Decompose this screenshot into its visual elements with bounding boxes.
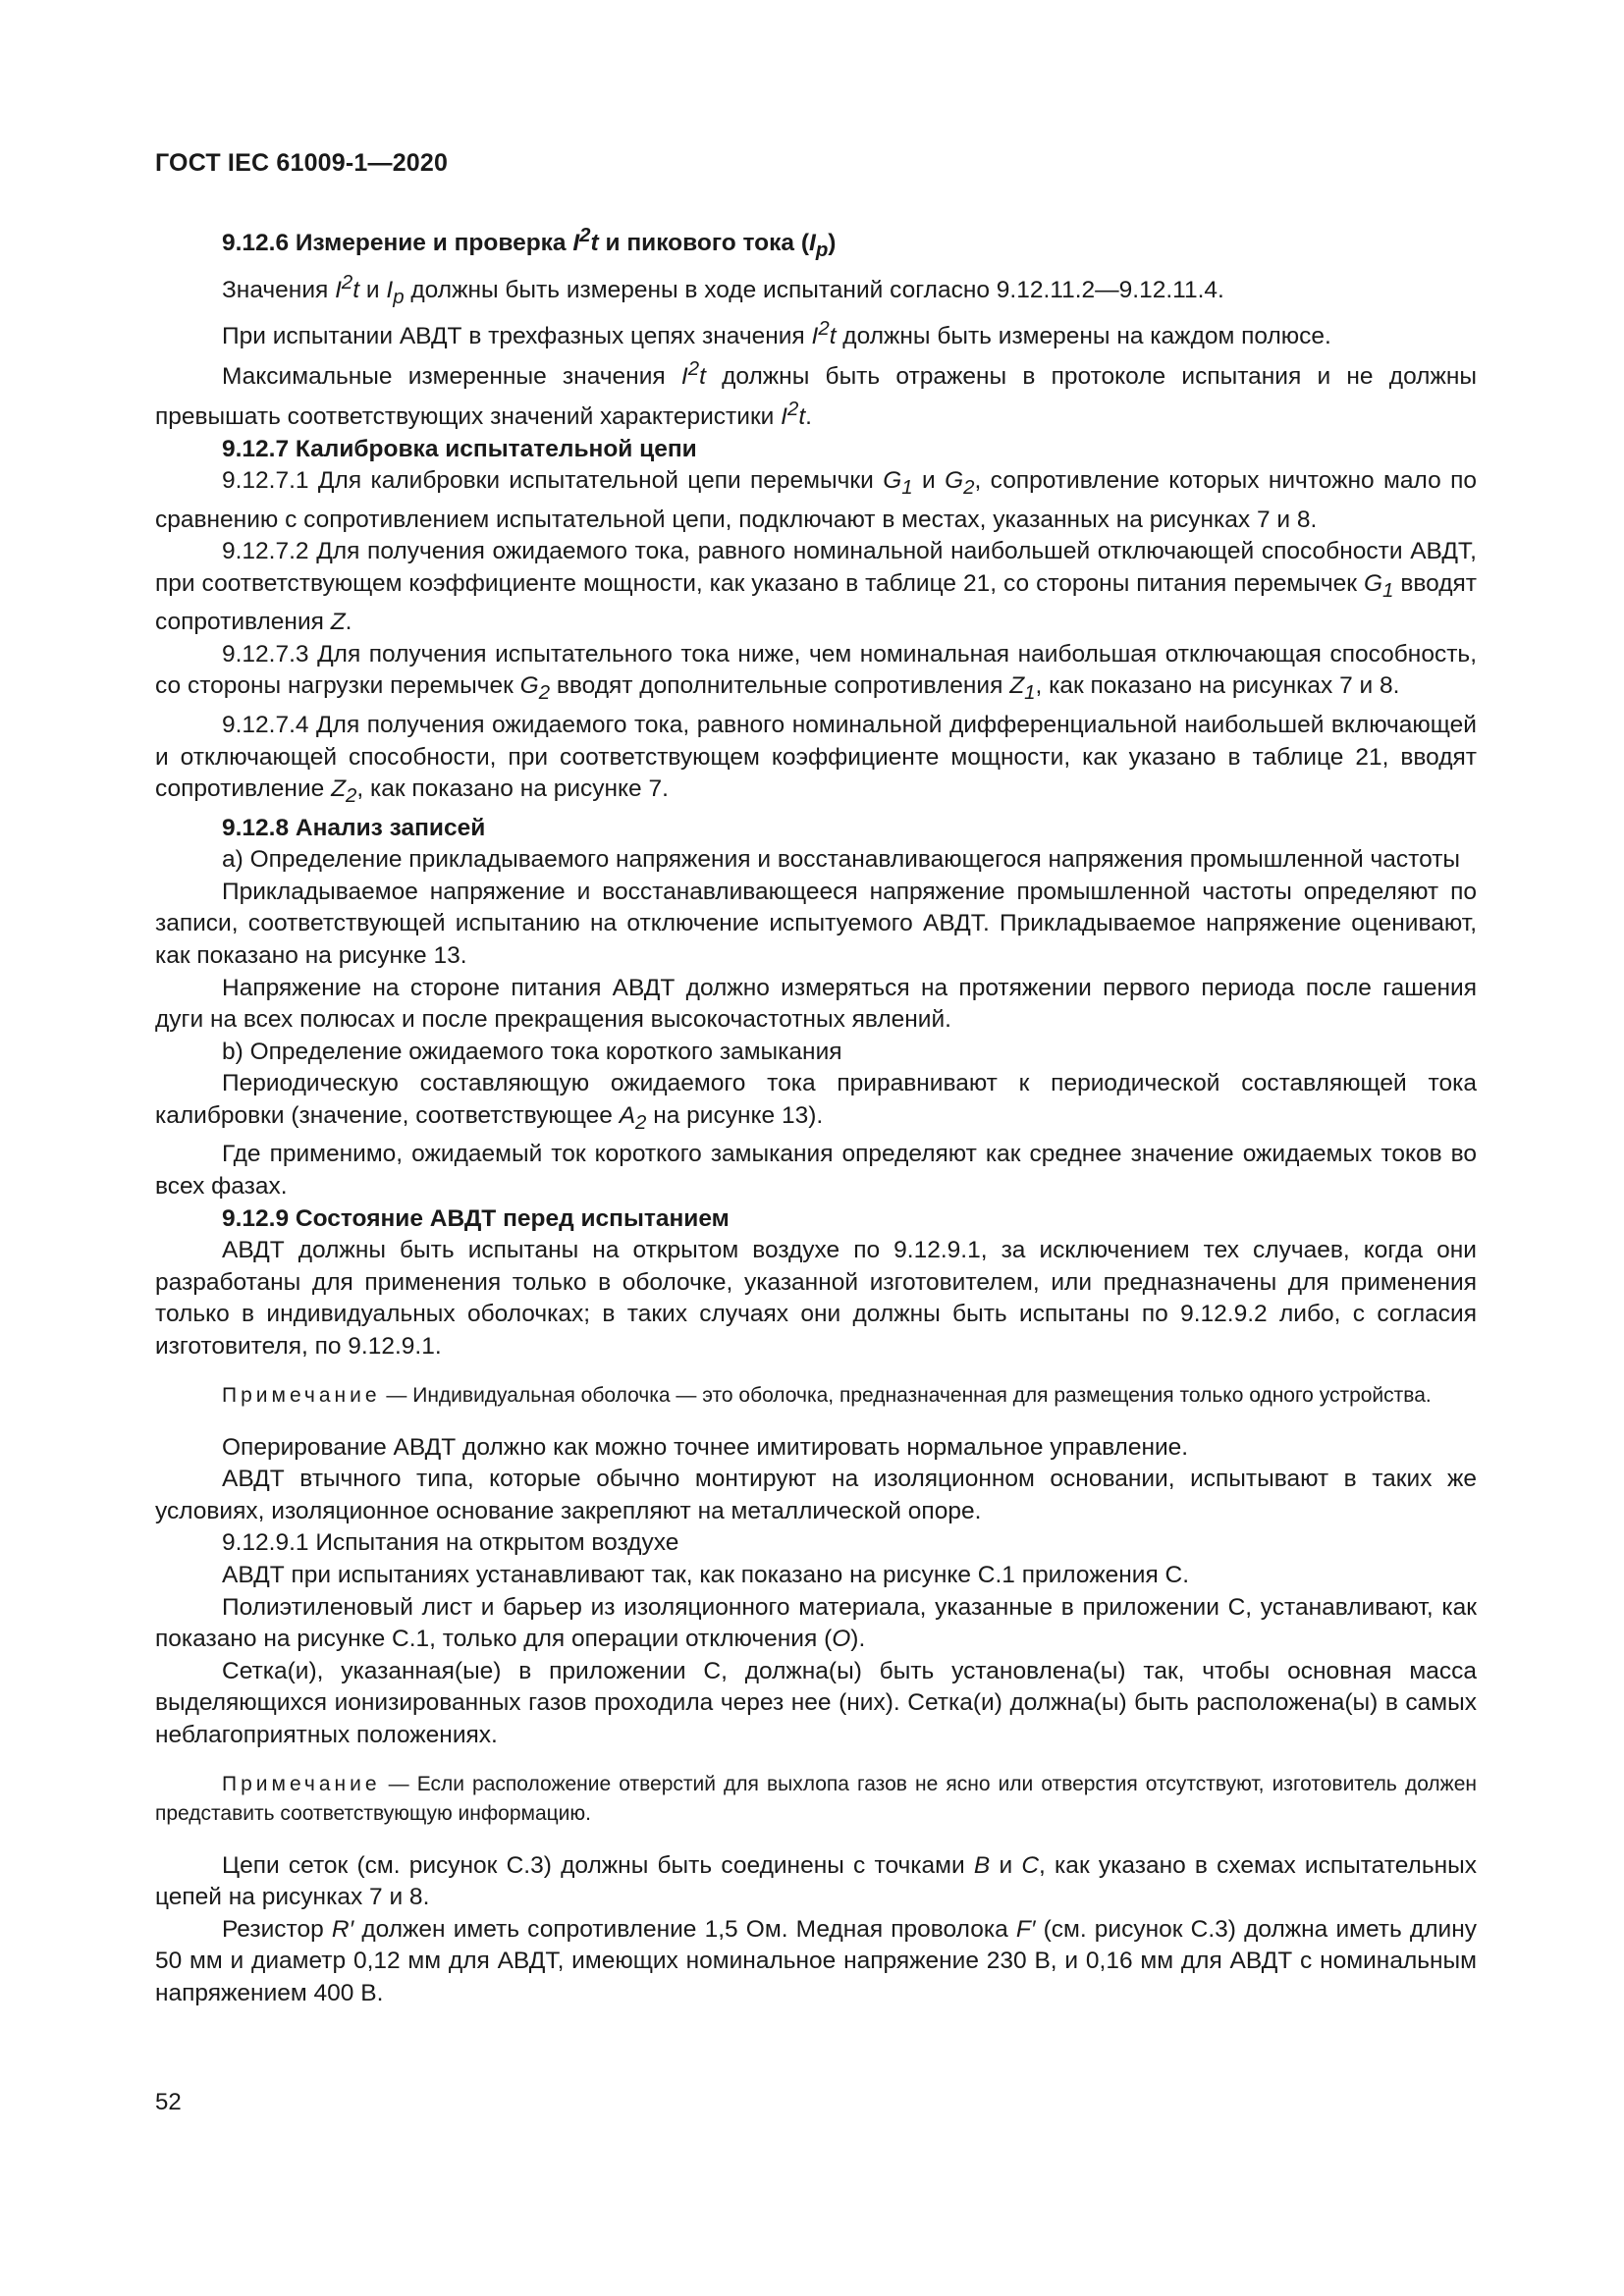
heading-text: и пикового тока ( xyxy=(598,230,809,257)
subsection-title-9-12-9-1: 9.12.9.1 Испытания на открытом воздухе xyxy=(222,1529,679,1557)
paragraph: 9.12.7.3 Для получения испытательного тока ниже, чем номинальная наибольшая отключающая способность, со стороны нагрузки перемычек $G_2$ вводят дополнительные сопротивления $Z_1$, как показано на рисунках 7 и 8. xyxy=(155,640,1477,705)
paragraph: Периодическую составляющую ожидаемого тока приравнивают к периодической составляющей тока калибровки (значение, соответствующее $A_2$ на рисунке 13). xyxy=(155,1070,1477,1134)
paragraph: Значения $I^2t$ и $I_p$ должны быть измерены в ходе испытаний согласно 9.12.11.2—9.12.11.4. xyxy=(222,271,1224,308)
section-heading-9-12-7: 9.12.7 Калибровка испытательной цепи xyxy=(222,435,697,462)
document-header: ГОСТ IEC 61009-1—2020 xyxy=(155,149,449,177)
note: Примечание — Индивидуальная оболочка — это оболочка, предназначенная для размещения только одного устройства. xyxy=(222,1383,1432,1407)
note-label: Примечание xyxy=(222,1383,381,1407)
paragraph: Прикладываемое напряжение и восстанавливающееся напряжение промышленной частоты определяют по записи, соответствующей испытанию на отключение испытуемого АВДТ. Прикладываемое напряжение оценивают, как показано на рисунке 13. xyxy=(155,878,1477,969)
page-number: 52 xyxy=(155,2089,182,2115)
paragraph: АВДТ должны быть испытаны на открытом воздухе по 9.12.9.1, за исключением тех случаев, когда они разработаны для применения только в оболочке, указанной изготовителем, или предназначены для применения только в индивидуальных оболочках; в таких случаях они должны быть испытаны по 9.12.9.2 либо, с согласия изготовителя, по 9.12.9.1. xyxy=(155,1237,1477,1361)
ip-symbol: $I_p$ xyxy=(809,230,829,262)
section-heading-9-12-9: 9.12.9 Состояние АВДТ перед испытанием xyxy=(222,1204,730,1232)
paragraph: Оперирование АВДТ должно как можно точнее имитировать нормальное управление. xyxy=(222,1433,1189,1461)
list-item-a: a) Определение прикладываемого напряжения и восстанавливающегося напряжения промышленной частоты xyxy=(222,846,1461,874)
page-content xyxy=(155,220,1477,2010)
paragraph: 9.12.7.1 Для калибровки испытательной цепи перемычки $G_1$ и $G_2$, сопротивление которых ничтожно мало по сравнению с сопротивлением испытательной цепи, подключают в местах, указанных на рисунках 7 и 8. xyxy=(155,467,1477,533)
paragraph: Сетка(и), указанная(ые) в приложении С, должна(ы) быть установлена(ы) так, чтобы основная масса выделяющихся ионизированных газов проходила через нее (них). Сетка(и) должна(ы) быть расположена(ы) в самых неблагоприятных положениях. xyxy=(155,1657,1477,1748)
note-label: Примечание xyxy=(222,1772,381,1795)
section-heading-9-12-6 xyxy=(155,220,1477,267)
list-item-b: b) Определение ожидаемого тока короткого замыкания xyxy=(222,1038,842,1065)
paragraph: АВДТ втычного типа, которые обычно монтируют на изоляционном основании, испытывают в таких же условиях, изоляционное основание закрепляют на металлической опоре. xyxy=(155,1466,1477,1524)
paragraph: Резистор R′ должен иметь сопротивление 1,5 Ом. Медная проволока F′ (см. рисунок С.3) должна иметь длину 50 мм и диаметр 0,12 мм для АВДТ, имеющих номинальное напряжение 230 В, и 0,16 мм для АВДТ с номинальным напряжением 400 В. xyxy=(155,1915,1477,2006)
paragraph: АВДТ при испытаниях устанавливают так, как показано на рисунке С.1 приложения С. xyxy=(222,1561,1190,1588)
paragraph: Где применимо, ожидаемый ток короткого замыкания определяют как среднее значение ожидаемых токов во всех фазах. xyxy=(155,1141,1477,1201)
heading-text: 9.12.6 Измерение и проверка xyxy=(222,230,573,257)
heading-text: ) xyxy=(828,230,837,257)
section-heading-9-12-8: 9.12.8 Анализ записей xyxy=(222,814,486,841)
paragraph: 9.12.7.4 Для получения ожидаемого тока, равного номинальной дифференциальной наибольшей включающей и отключающей способности, при соответствующем коэффициенте мощности, как указано в таблице 21, вводят сопротивление $Z_2$, как показано на рисунке 7. xyxy=(155,711,1477,808)
paragraph: При испытании АВДТ в трехфазных цепях значения $I^2t$ должны быть измерены на каждом полюсе. xyxy=(222,318,1331,350)
paragraph: Цепи сеток (см. рисунок С.3) должны быть соединены с точками B и C, как указано в схемах испытательных цепей на рисунках 7 и 8. xyxy=(155,1851,1477,1911)
paragraph: 9.12.7.2 Для получения ожидаемого тока, равного номинальной наибольшей отключающей способности АВДТ, при соответствующем коэффициенте мощности, как указано в таблице 21, со стороны питания перемычек $G_1$ вводят сопротивления Z. xyxy=(155,538,1477,636)
note: Примечание — Если расположение отверстий для выхлопа газов не ясно или отверстия отсутствуют, изготовитель должен представить соответствующую информацию. xyxy=(155,1772,1477,1825)
i2t-symbol: $I^2t$ xyxy=(572,225,599,257)
paragraph: Полиэтиленовый лист и барьер из изоляционного материала, указанные в приложении С, устанавливают, как показано на рисунке С.1, только для операции отключения (O). xyxy=(155,1593,1477,1653)
paragraph: Напряжение на стороне питания АВДТ должно измеряться на протяжении первого периода после гашения дуги на всех полюсах и после прекращения высокочастотных явлений. xyxy=(155,974,1477,1034)
paragraph: Максимальные измеренные значения $I^2t$ должны быть отражены в протоколе испытания и не должны превышать соответствующих значений характеристики $I^2t$. xyxy=(155,358,1477,430)
